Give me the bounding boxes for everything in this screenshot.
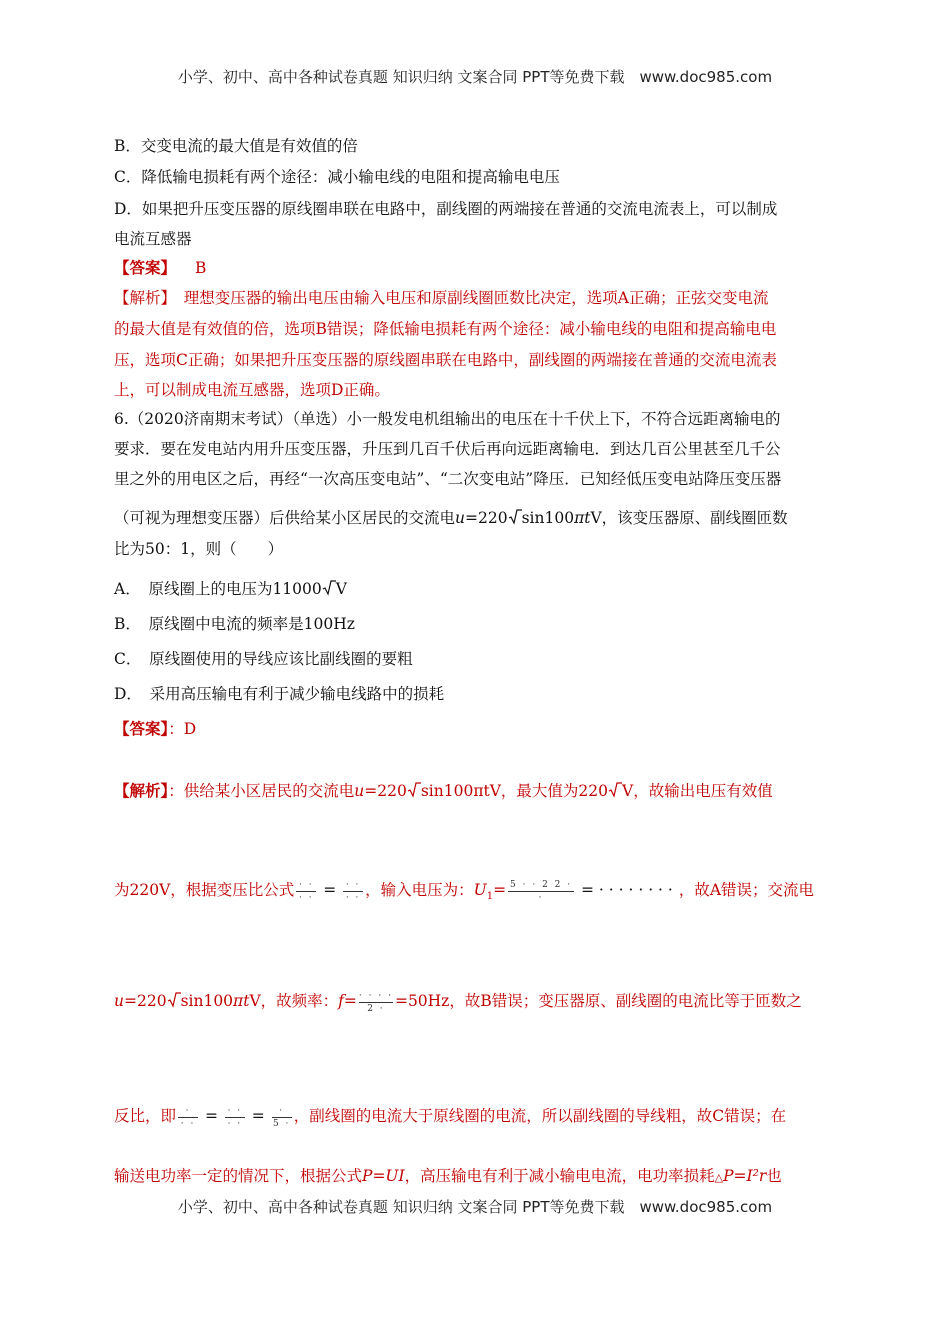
q6-analysis-text: 为220V，根据变压比公式 — [114, 881, 295, 899]
q6-answer-label: 【答案】 — [114, 719, 169, 738]
analysis-line-3: 压，选项C正确；如果把升压变压器的原线圈串联在电路中，副线圈的两端接在普通的交流电流表 — [114, 351, 777, 369]
q6-analysis-text: ：供给某小区居民的交流电 — [168, 782, 355, 800]
q6-answer-line — [114, 719, 196, 739]
answer-value: B — [194, 259, 207, 277]
equals-sign: = — [493, 881, 507, 899]
option-d-cont: 电流互感器 — [114, 230, 192, 248]
q6-analysis-tail: V，故输出电压有效值 — [622, 782, 773, 800]
analysis-line-1: 【解析】 理想变压器的输出电压由输入电压和原副线圈匝数比决定，选项A正确；正弦交变电流 — [114, 289, 769, 307]
q6-line-3: 里之外的用电区之后，再经“一次高压变电站”、“二次变电站”降压．已知经低压变电站降压变压器 — [114, 470, 782, 488]
analysis-line-2: 的最大值是有效值的倍，选项B错误；降低输电损耗有两个途径：减小输电线的电阻和提高输电电 — [114, 320, 777, 338]
q6-line-4 — [114, 508, 788, 528]
q6-analysis-line-2: 为220V，根据变压比公式 $\frac{\cdot \cdot}{\cdot \cdot}$ = $\frac{\cdot \cdot}{\cdot \cdot}$ ，输入电压为：$U_1=$ $\frac{5 \cdot \cdot 2 2 \cdot}{\cdot}$ = · · · · · · · · ，故A错误；交流电 — [114, 879, 815, 903]
q6-analysis-text: 反比，即 — [114, 1107, 177, 1125]
q6-line-4-val: =220 — [465, 509, 508, 527]
option-b: B．交变电流的最大值是有效值的倍 — [114, 137, 358, 155]
q6-analysis-val: =220 — [364, 782, 407, 800]
page-header: 小学、初中、高中各种试卷真题 知识归纳 文案合同 PPT等免费下载 www.doc985.com — [177, 68, 773, 86]
q6-analysis-text: ，高压输电有利于减小输电电流，电功率损耗 — [404, 1167, 715, 1185]
q6-option-c: C． 原线圈使用的导线应该比副线圈的要粗 — [114, 650, 413, 668]
option-c: C．降低输电损耗有两个途径：减小输电线的电阻和提高输电电压 — [114, 168, 560, 186]
q6-analysis-text: ，故A错误；交流电 — [678, 881, 815, 899]
q6-answer-value: ：D — [168, 720, 197, 738]
q6-option-b: B． 原线圈中电流的频率是100Hz — [114, 615, 355, 633]
var-pi-t: πt — [233, 992, 250, 1010]
page-footer: 小学、初中、高中各种试卷真题 知识归纳 文案合同 PPT等免费下载 www.doc985.com — [177, 1198, 773, 1216]
answer-line — [114, 258, 206, 278]
q6-analysis-text: V，故频率： — [249, 992, 339, 1010]
var-pi-t: πt — [574, 509, 591, 527]
q6-analysis-val: =220 — [123, 992, 167, 1010]
var-u: u — [455, 509, 465, 527]
sqrt-2-icon — [167, 992, 181, 1008]
sqrt-2-icon — [322, 580, 336, 596]
q6-analysis-text: ，副线圈的电流大于原线圈的电流，所以副线圈的导线粗，故C错误；在 — [293, 1107, 787, 1125]
option-d: D．如果把升压变压器的原线圈串联在电路中，副线圈的两端接在普通的交流电流表上，可以制成 — [114, 200, 778, 218]
q6-line-4-tail: V，该变压器原、副线圈匝数 — [590, 509, 788, 527]
formula-p-ui: P=UI — [362, 1167, 405, 1185]
q6-analysis-line-5 — [114, 1166, 782, 1188]
q6-analysis-sin: sin100 — [180, 992, 234, 1010]
equals-sign: = — [343, 992, 357, 1010]
sqrt-2-icon — [508, 509, 522, 525]
q6-option-d: D． 采用高压输电有利于减少输电线路中的损耗 — [114, 685, 445, 703]
q6-line-4-sin: sin100 — [521, 509, 575, 527]
q6-analysis-line-3 — [114, 981, 802, 1021]
var-u: u — [354, 782, 365, 800]
q6-analysis-text: ，输入电压为： — [365, 881, 474, 899]
q6-analysis-text: 也 — [766, 1167, 782, 1185]
delta-symbol: △ — [714, 1171, 724, 1184]
var-U1: U — [473, 881, 487, 899]
answer-label: 【答案】 — [114, 258, 177, 277]
q6-option-a-text: A． 原线圈上的电压为11000 — [114, 580, 322, 598]
ratio-formula-n1-n2: $\frac{\cdot \cdot}{\cdot \cdot}$ — [343, 879, 363, 904]
frequency-formula: $\frac{\cdot \cdot \cdot \cdot}{2 \cdot}$ — [358, 990, 393, 1014]
var-u: u — [114, 992, 124, 1010]
sqrt-2-icon — [407, 782, 421, 798]
q6-line-1: 6.（2020济南期末考试）（单选）小一般发电机组输出的电压在十千伏上下，不符合远距离输电的 — [114, 410, 781, 428]
u1-formula: $\frac{5 \cdot \cdot 2 2 \cdot}{\cdot}$ — [510, 879, 573, 903]
q6-analysis-sin: sin100πtV，最大值为220 — [420, 782, 609, 800]
analysis-line-4: 上，可以制成电流互感器，选项D正确。 — [114, 381, 390, 399]
q6-line-2: 要求．要在发电站内用升压变压器，升压到几百千伏后再向远距离输电．到达几百公里甚至几千公 — [114, 440, 781, 458]
q6-analysis-line-4: 反比，即 $\frac{\cdot}{\cdot \cdot}$ = $\frac{\cdot \cdot}{\cdot \cdot}$ = $\frac{\cdot}{5 \cdot}$ ，副线圈的电流大于原线圈的电流，所以副线圈的导线粗，故C错误；在 — [114, 1105, 787, 1129]
q6-line-5: 比为50：1，则（ ） — [114, 540, 284, 558]
q6-analysis-label: 【解析】 — [114, 781, 169, 800]
q6-option-a — [114, 579, 347, 599]
q6-analysis-text: 输送电功率一定的情况下，根据公式 — [114, 1167, 363, 1185]
formula-power-loss: P=I²r — [723, 1167, 767, 1185]
q6-analysis-text: =50Hz，故B错误；变压器原、副线圈的电流比等于匝数之 — [394, 992, 802, 1010]
sqrt-2-icon — [608, 782, 622, 798]
current-ratio-i1-i2: $\frac{\cdot}{\cdot \cdot}$ — [178, 1105, 198, 1130]
q6-analysis-line-1 — [114, 781, 773, 801]
current-ratio-n2-n1: $\frac{\cdot \cdot}{\cdot \cdot}$ — [225, 1105, 245, 1130]
current-ratio-value: $\frac{\cdot}{5 \cdot}$ — [272, 1105, 291, 1129]
var-f: f — [338, 992, 344, 1010]
ratio-formula-u1-u2: $\frac{\cdot \cdot}{\cdot \cdot}$ — [296, 879, 316, 904]
q6-line-4-text: （可视为理想变压器）后供给某小区居民的交流电 — [114, 509, 456, 527]
var-U1-sub: 1 — [486, 891, 494, 903]
q6-option-a-unit: V — [335, 580, 347, 598]
